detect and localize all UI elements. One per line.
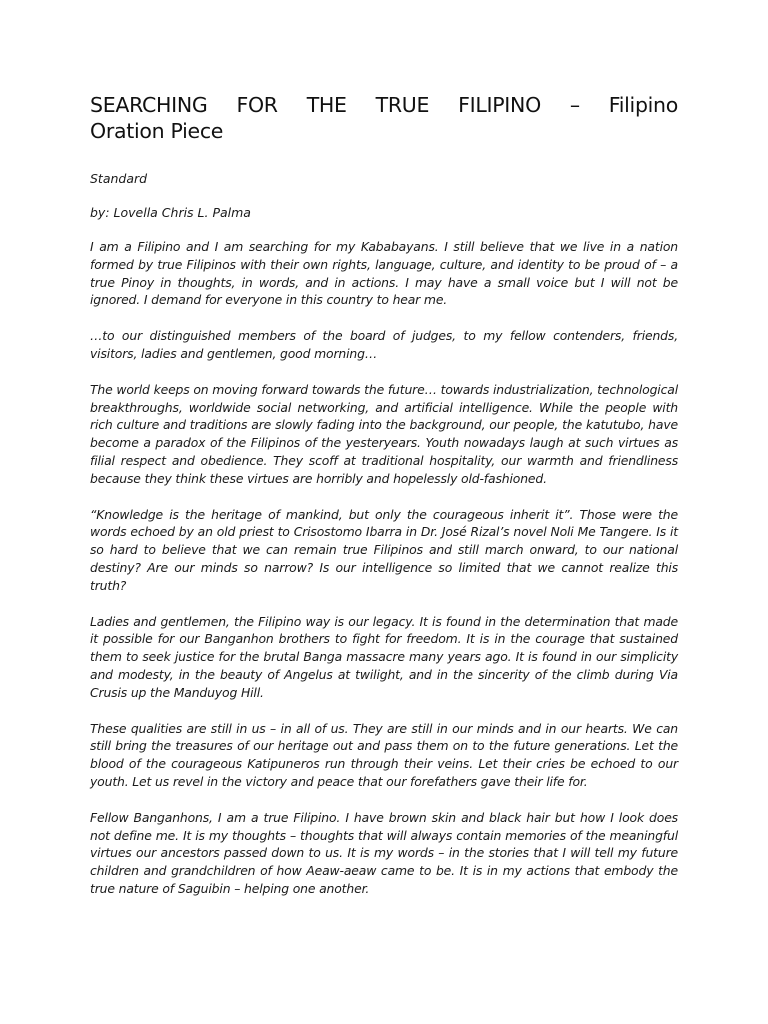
paragraph-1-text: I am a Filipino and I am searching for my	[90, 239, 361, 254]
paragraph-5-text-cont: brothers to fight for freedom. It is in the courage that sustained them to seek justice for the brutal Banga massacre many years ago. It is found in our simplicity and modesty, in the beauty of Angelus at twilight, and in the sincerity of the climb during	[90, 631, 678, 682]
paragraph-6	[90, 720, 678, 791]
paragraph-7-term-saguibin: Saguibin	[177, 880, 231, 896]
paragraph-6-text-cont: run through their veins. Let their cries be echoed to our youth. Let us revel in the victory and peace that our forefathers gave their life for.	[90, 756, 678, 789]
title-line-1: SEARCHING FOR THE TRUE FILIPINO – Filipino	[90, 93, 678, 117]
paragraph-3-text-cont: While the people with rich culture and traditions are slowly fading into the background, our people, the katutubo, have become a paradox of the Filipinos of the yesteryears. Youth nowadays laugh at such virtues as filial respect and obedience. They scoff at traditional hospitality, our warmth and friendliness because they think these virtues are horribly and hopelessly old-fashioned.	[90, 399, 679, 486]
paragraph-7-term-aeaw-aeaw: Aeaw-aeaw	[306, 863, 377, 879]
paragraph-1-term: Kababayans	[360, 239, 435, 254]
paragraph-4-text: “Knowledge is the heritage of mankind, but only the courageous inherit it”. Those were the words echoed by an old priest to Crisostomo Ibarra in Dr. José Rizal’s novel	[90, 506, 678, 540]
paragraph-5-term-via-crusis: Via Crusis	[90, 666, 678, 700]
paragraph-5-text: Ladies and gentlemen, the Filipino way is our legacy. It is found in the determination that made it possible for our	[90, 613, 678, 647]
paragraph-7-text: Fellow Banganhons, I am a true Filipino. I have brown skin and black hair but how I look does not define me. It is my thoughts – thoughts that will always contain memories of the meaningful virtues our ancestors passed down to us. It is my words – in the stories that I will tell my future children and grandchildren of how	[90, 809, 678, 879]
paragraph-7-text-end: – helping one another.	[230, 880, 370, 896]
paragraph-5-term-banganhon: Banganhon	[204, 631, 274, 647]
paragraph-5	[90, 613, 678, 702]
paragraph-1	[90, 238, 678, 309]
title-line-2: Oration Piece	[90, 119, 224, 143]
paragraph-1-text-cont: . I still believe that we live in a nation formed by true Filipinos with their own rights, language, culture, and identity to be proud of – a true Pinoy in thoughts, in words, and in actions. I may have a small voice but I will not be ignored. I demand for everyone in this country to hear me.	[90, 239, 678, 308]
document-title	[90, 92, 678, 144]
paragraph-6-text: These qualities are still in us – in all of us. They are still in our minds and in our hearts. We can still bring the treasures of our heritage out and pass them on to the future generations. Let the blood of the courageous	[90, 720, 678, 772]
paragraph-4	[90, 506, 678, 595]
paragraph-6-term-katipuneros: Katipuneros	[247, 756, 320, 772]
paragraph-7	[90, 809, 678, 898]
byline: by: Lovella Chris L. Palma	[90, 205, 251, 220]
paragraph-4-text-cont: . Is it so hard to believe that we can remain true Filipinos and still march onward, to our national destiny? Are our minds so narrow? Is our intelligence so limited that we cannot realize this truth?	[90, 524, 678, 593]
paragraph-4-novel-title: Noli Me Tangere	[550, 524, 649, 540]
paragraph-3	[90, 381, 678, 488]
paragraph-5-text-end: up the Manduyog Hill.	[127, 684, 264, 700]
category-label: Standard	[90, 171, 148, 186]
paragraph-2: …to our distinguished members of the board of judges, to my fellow contenders, friends, visitors, ladies and gentlemen, good morning…	[90, 328, 678, 361]
paragraph-7-text-cont: came to be. It is in my actions that embody the true nature of	[90, 863, 678, 896]
paragraph-3-text: The world keeps on moving forward towards the future… towards industrialization, technological breakthroughs, worldwide social networking, and artificial intelligence.	[90, 381, 678, 415]
